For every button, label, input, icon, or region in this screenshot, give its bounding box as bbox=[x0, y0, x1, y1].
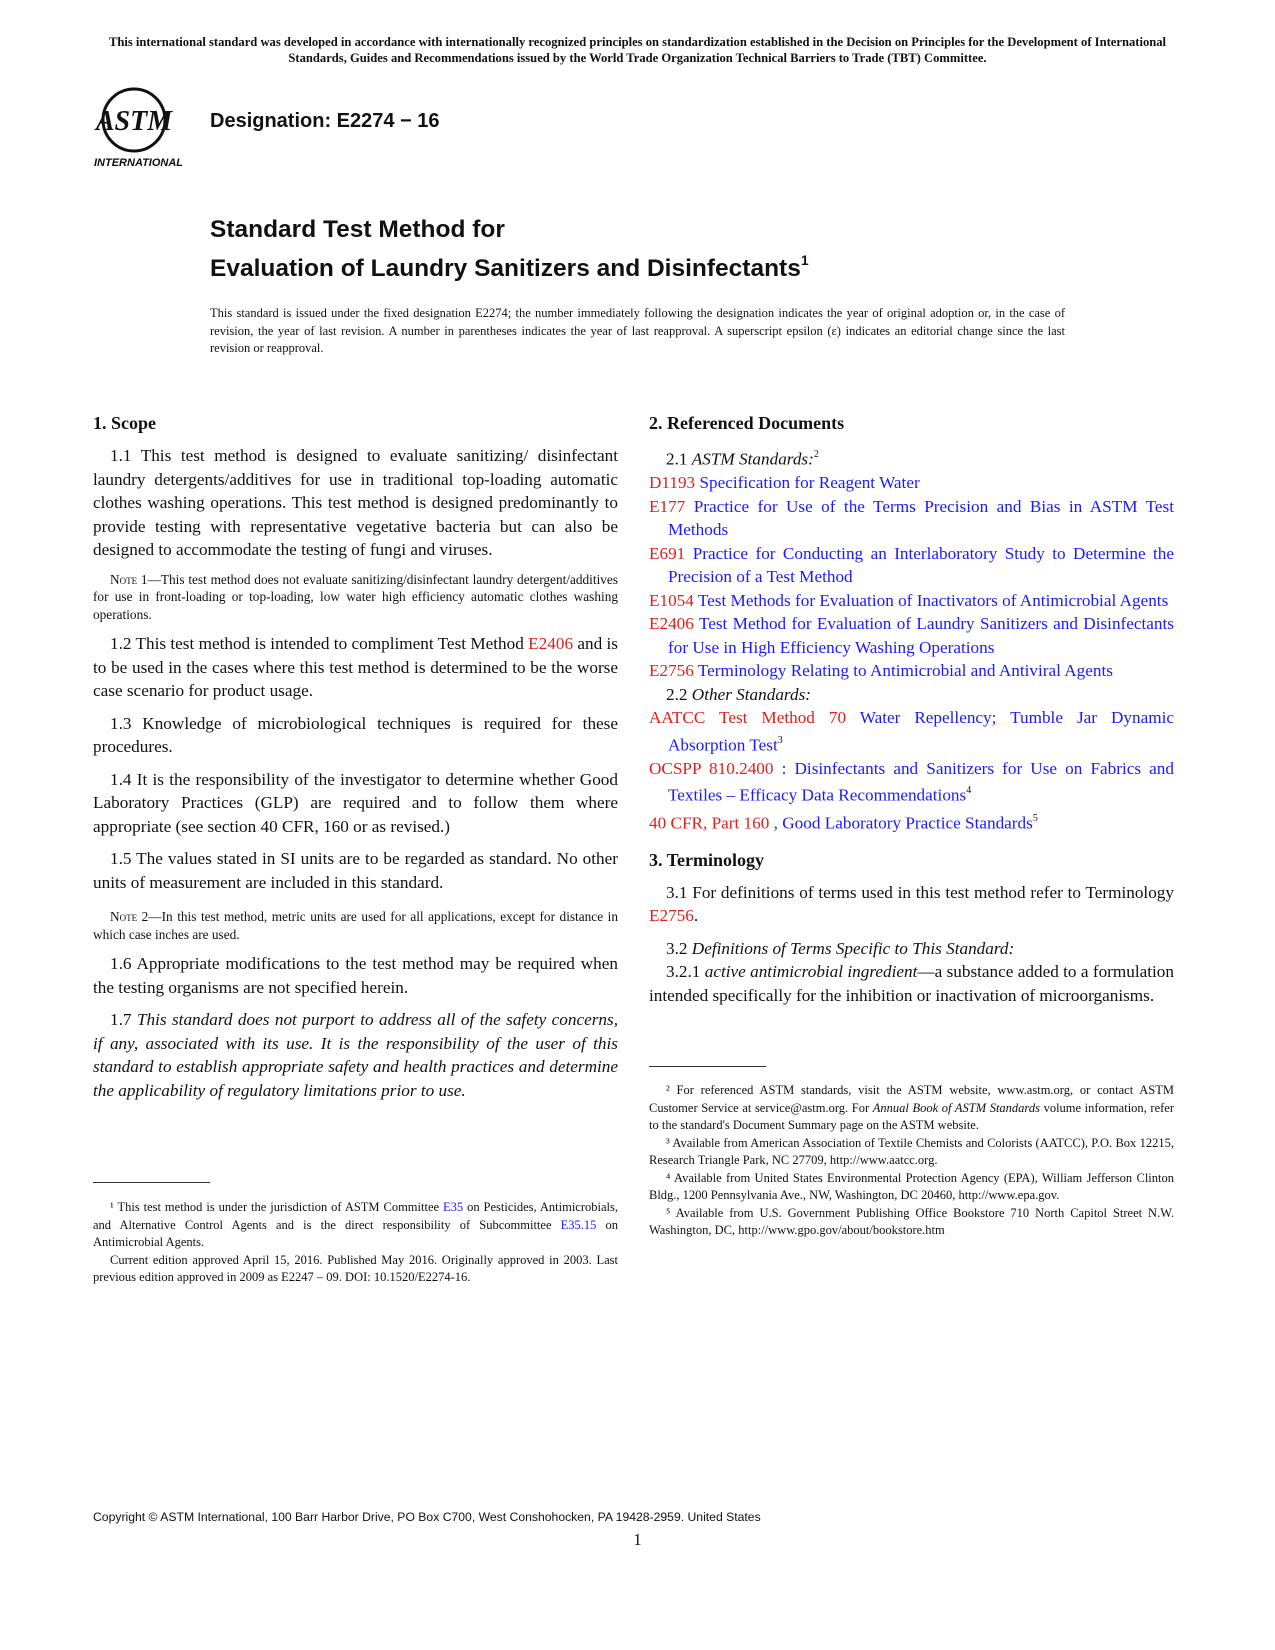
term-3-1-text-a: 3.1 For definitions of terms used in this test method refer to Terminology bbox=[666, 882, 1174, 902]
reference-title[interactable]: Test Method for Evaluation of Laundry Sanitizers and Disinfectants for Use in High Efficiency Washing Operations bbox=[668, 614, 1174, 657]
terminology-heading: 3. Terminology bbox=[649, 849, 765, 870]
astm-refs-list bbox=[649, 471, 1174, 683]
page-number: 1 bbox=[633, 1530, 642, 1549]
refs-2-1 bbox=[649, 444, 1174, 471]
copyright-line: Copyright © ASTM International, 100 Barr Harbor Drive, PO Box C700, West Conshohocken, PA 19428-2959. United States bbox=[93, 1510, 761, 1524]
scope-1-1: 1.1 This test method is designed to evaluate sanitizing/ disinfectant laundry detergents/additives for use in traditional top-loading automatic clothes washing operations. This test method is designed predominantly to provide testing with representative vegetative bacteria but can also be designed to accommodate the testing of fungi and viruses. bbox=[93, 446, 618, 559]
footnote-1 bbox=[93, 1199, 618, 1252]
right-column bbox=[649, 412, 1174, 1016]
reference-title[interactable]: Specification for Reagent Water bbox=[695, 473, 920, 493]
reference-item[interactable] bbox=[649, 659, 1174, 683]
footnote-2-text-a: ² For referenced ASTM standards, visit the ASTM website, www.astm.org, or contact ASTM Customer Service at service@astm.org. For bbox=[649, 1083, 1174, 1115]
title-footnote-mark: 1 bbox=[800, 252, 809, 268]
reference-code[interactable]: E1054 bbox=[649, 590, 694, 610]
scope-1-3: 1.3 Knowledge of microbiological techniques is required for these procedures. bbox=[93, 713, 618, 756]
scope-1-4: 1.4 It is the responsibility of the investigator to determine whether Good Laboratory Practices (GLP) are required and to follow them where appropriate (see section 40 CFR, 160 or as revised.) bbox=[93, 769, 618, 836]
term-3-1-text-b: . bbox=[693, 906, 699, 926]
footnote-1-text-c: on Antimicrobial Agents. bbox=[93, 1217, 618, 1249]
term-3-2 bbox=[649, 937, 1174, 961]
footnote-4: ⁴ Available from United States Environmental Protection Agency (EPA), William Jefferson Clinton Bldg., 1200 Pennsylvania Ave., NW, Washington, DC 20460, http://www.epa.gov. bbox=[649, 1170, 1174, 1202]
footnote-5: ⁵ Available from U.S. Government Publishing Office Bookstore 710 North Capitol Street N.W. Washington, DC, http://www.gpo.gov/about/bookstore.htm bbox=[649, 1205, 1174, 1237]
page-title bbox=[210, 214, 809, 285]
footnote-rule-right bbox=[649, 1066, 766, 1067]
note-1-text: —This test method does not evaluate sanitizing/disinfectant laundry detergent/additives for use in front-loading or top-loading, low water high efficiency automatic clothes washing operations. bbox=[93, 571, 618, 622]
refs-2-1-footnote-mark: 2 bbox=[813, 449, 819, 460]
astm-logo bbox=[92, 84, 202, 174]
refs-heading: 2. Referenced Documents bbox=[649, 413, 845, 433]
footnotes-right bbox=[649, 1082, 1174, 1240]
reference-title[interactable]: Practice for Conducting an Interlaboratory Study to Determine the Precision of a Test Method bbox=[668, 543, 1174, 587]
scope-1-2-text-a: 1.2 This test method is intended to compliment Test Method bbox=[110, 634, 529, 653]
term-3-2-num: 3.2 bbox=[666, 938, 692, 958]
reference-title[interactable]: Test Methods for Evaluation of Inactivators of Antimicrobial Agents bbox=[693, 590, 1169, 610]
reference-code[interactable]: 40 CFR, Part 160 bbox=[649, 813, 770, 833]
left-column bbox=[93, 412, 618, 1111]
note-2 bbox=[93, 908, 618, 943]
term-3-1 bbox=[649, 881, 1174, 928]
footnote-2-text-b: volume information, refer to the standard's Document Summary page on the ASTM website. bbox=[649, 1100, 1174, 1132]
note-1 bbox=[93, 571, 618, 624]
link-e35[interactable]: E35 bbox=[442, 1200, 464, 1214]
reference-item[interactable] bbox=[649, 589, 1174, 613]
scope-1-2-text-b: and is to be used in the cases where this test method is determined to be the worse case scenario for product usage. bbox=[93, 634, 618, 700]
reference-footnote-mark: 4 bbox=[966, 785, 972, 797]
link-e2406[interactable]: E2406 bbox=[528, 634, 574, 653]
reference-code[interactable]: AATCC Test Method 70 bbox=[649, 708, 847, 728]
footnotes-left bbox=[93, 1199, 618, 1287]
title-line-1: Standard Test Method for bbox=[210, 216, 505, 243]
footnote-2 bbox=[649, 1082, 1174, 1135]
reference-title[interactable]: Water Repellency; Tumble Jar Dynamic Absorption Test bbox=[668, 708, 1174, 755]
reference-item[interactable] bbox=[649, 542, 1174, 589]
scope-1-7-text: This standard does not purport to address all of the safety concerns, if any, associated with its use. It is the responsibility of the user of this standard to establish appropriate safety and health practices and determine the applicability of regulatory limitations prior to use. bbox=[93, 1010, 619, 1100]
refs-2-1-num: 2.1 bbox=[666, 449, 692, 469]
footnote-rule-left bbox=[93, 1182, 210, 1183]
title-line-2-text: Evaluation of Laundry Sanitizers and Disinfectants bbox=[210, 255, 801, 283]
refs-2-2 bbox=[649, 683, 1174, 707]
refs-2-2-num: 2.2 bbox=[666, 684, 692, 704]
reference-code[interactable]: E2756 bbox=[649, 661, 694, 681]
wto-notice: This international standard was developed in accordance with internationally recognized principles on standardization established in the Decision on Principles for the Development of International Standards, Guides and Recommendations issued by the World Trade Organization Technical Barriers to Trade (TBT) Committee. bbox=[108, 35, 1167, 65]
reference-item[interactable] bbox=[649, 495, 1174, 542]
reference-code[interactable]: E2406 bbox=[649, 614, 694, 634]
astm-logo-icon bbox=[92, 84, 202, 174]
scope-1-7 bbox=[93, 1008, 618, 1102]
reference-footnote-mark: 3 bbox=[777, 734, 783, 746]
reference-code[interactable]: E177 bbox=[649, 496, 686, 516]
reference-footnote-mark: 5 bbox=[1032, 812, 1038, 824]
reference-title[interactable]: Practice for Use of the Terms Precision and Bias in ASTM Test Methods bbox=[668, 496, 1174, 540]
reference-code[interactable]: E691 bbox=[649, 543, 686, 563]
term-3-2-title: Definitions of Terms Specific to This Standard: bbox=[691, 938, 1015, 958]
designation: Designation: E2274 − 16 bbox=[210, 110, 440, 132]
scope-1-5: 1.5 The values stated in SI units are to be regarded as standard. No other units of measurement are included in this standard. bbox=[93, 849, 618, 892]
footnote-2-italic: Annual Book of ASTM Standards bbox=[872, 1100, 1040, 1115]
scope-1-2 bbox=[93, 632, 618, 703]
reference-title[interactable]: : Disinfectants and Sanitizers for Use on Fabrics and Textiles – Efficacy Data Recommendations bbox=[668, 758, 1174, 806]
other-refs-list bbox=[649, 706, 1174, 835]
logo-text-top: ASTM bbox=[95, 106, 173, 137]
issuance-statement: This standard is issued under the fixed designation E2274; the number immediately following the designation indicates the year of original adoption or, in the case of revision, the year of last revision. A number in parentheses indicates the year of last reapproval. A superscript epsilon (ε) indicates an editorial change since the last revision or reapproval. bbox=[210, 306, 1065, 355]
reference-item[interactable] bbox=[649, 808, 1174, 835]
reference-item[interactable] bbox=[649, 757, 1174, 808]
refs-2-2-title: Other Standards: bbox=[691, 684, 811, 704]
term-3-2-1 bbox=[649, 960, 1174, 1007]
refs-2-1-title: ASTM Standards: bbox=[691, 449, 814, 469]
footnote-1-text-b: on Pesticides, Antimicrobials, and Alternative Control Agents and is the direct responsibility of Subcommittee bbox=[93, 1200, 618, 1232]
logo-text-bottom: INTERNATIONAL bbox=[94, 157, 184, 169]
title-line-2 bbox=[210, 246, 809, 285]
footnote-1-text-a: ¹ This test method is under the jurisdiction of ASTM Committee bbox=[110, 1200, 443, 1214]
link-e2756[interactable]: E2756 bbox=[649, 906, 694, 926]
link-e35-15[interactable]: E35.15 bbox=[560, 1217, 597, 1232]
footnote-1-edition: Current edition approved April 15, 2016. Published May 2016. Originally approved in 2003. Last previous edition approved in 2009 as E2247 – 09. DOI: 10.1520/E2274-16. bbox=[93, 1252, 618, 1284]
reference-item[interactable] bbox=[649, 612, 1174, 659]
note-1-label: Note 1 bbox=[110, 571, 148, 587]
term-3-2-1-term: active antimicrobial ingredient bbox=[704, 962, 918, 982]
note-2-label: Note 2 bbox=[110, 909, 149, 924]
note-2-text: —In this test method, metric units are used for all applications, except for distance in which case inches are used. bbox=[93, 909, 618, 942]
reference-title[interactable]: Terminology Relating to Antimicrobial and Antiviral Agents bbox=[693, 661, 1113, 681]
reference-title[interactable]: , Good Laboratory Practice Standards bbox=[769, 813, 1033, 833]
reference-code[interactable]: OCSPP 810.2400 bbox=[649, 758, 774, 778]
scope-1-7-num: 1.7 bbox=[110, 1010, 137, 1029]
scope-1-6: 1.6 Appropriate modifications to the test method may be required when the testing organisms are not specified herein. bbox=[93, 954, 618, 997]
reference-item[interactable] bbox=[649, 471, 1174, 495]
term-3-2-1-def: —a substance added to a formulation intended specifically for the inhibition or inactivation of microorganisms. bbox=[649, 962, 1174, 1005]
reference-code[interactable]: D1193 bbox=[649, 473, 696, 493]
term-3-2-1-num: 3.2.1 bbox=[666, 962, 705, 982]
footnote-3: ³ Available from American Association of Textile Chemists and Colorists (AATCC), P.O. Box 12215, Research Triangle Park, NC 27709, http://www.aatcc.org. bbox=[649, 1135, 1174, 1167]
scope-heading: 1. Scope bbox=[93, 413, 156, 433]
reference-item[interactable] bbox=[649, 706, 1174, 757]
